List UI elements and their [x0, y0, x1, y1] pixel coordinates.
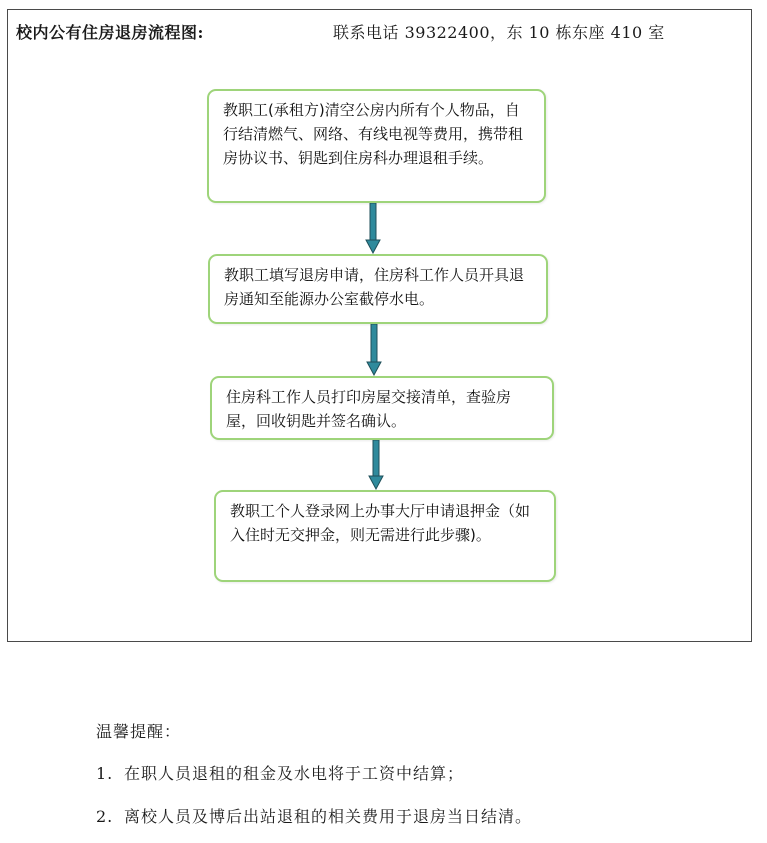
- notes-heading: 温馨提醒：: [96, 722, 182, 741]
- flow-step-1: 教职工(承租方)清空公房内所有个人物品，自行结清燃气、网络、有线电视等费用，携带租房协议书、钥匙到住房科办理退租手续。: [207, 89, 546, 203]
- arrow-down-icon: [366, 324, 382, 376]
- page-title: 校内公有住房退房流程图:: [16, 23, 204, 42]
- arrow-down-icon: [365, 203, 381, 254]
- note-item: [96, 804, 532, 827]
- note-text: 离校人员及博后出站退租的相关费用于退房当日结清。: [124, 807, 533, 826]
- arrow-down-icon: [368, 440, 384, 490]
- flow-step-3: 住房科工作人员打印房屋交接清单，查验房屋，回收钥匙并签名确认。: [210, 376, 554, 440]
- note-item: [96, 761, 464, 784]
- flow-step-4: 教职工个人登录网上办事大厅申请退押金（如入住时无交押金，则无需进行此步骤)。: [214, 490, 556, 582]
- note-number: 2.: [96, 807, 114, 826]
- note-text: 在职人员退租的租金及水电将于工资中结算；: [124, 764, 465, 783]
- contact-info: 联系电话 39322400，东 10 栋东座 410 室: [333, 23, 665, 42]
- note-number: 1.: [96, 764, 114, 783]
- flow-step-2: 教职工填写退房申请，住房科工作人员开具退房通知至能源办公室截停水电。: [208, 254, 548, 324]
